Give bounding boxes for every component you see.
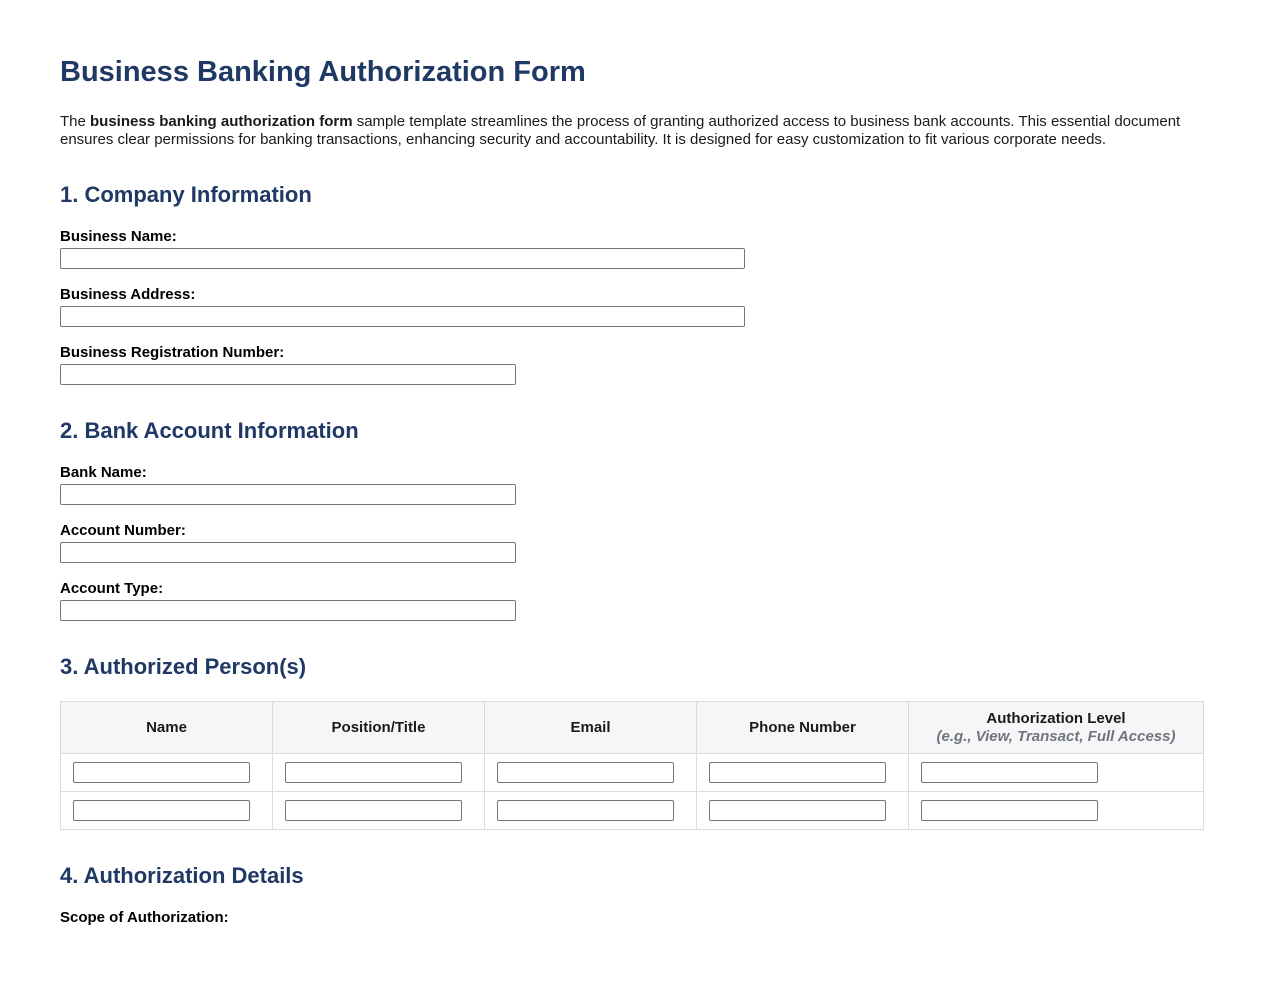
person-2-authorization-level-input[interactable] <box>921 800 1098 821</box>
authorization-level-header-hint: (e.g., View, Transact, Full Access) <box>936 727 1176 745</box>
field-account-number <box>60 523 1203 563</box>
person-1-email-input[interactable] <box>497 762 674 783</box>
business-name-input[interactable] <box>60 248 745 269</box>
account-type-label: Account Type: <box>60 580 164 597</box>
intro-bold-phrase: business banking authorization form <box>90 113 353 130</box>
field-account-type <box>60 581 1203 621</box>
field-bank-name <box>60 465 1203 505</box>
field-business-name <box>60 229 1203 269</box>
table-row <box>61 792 1204 830</box>
person-1-authorization-level-input[interactable] <box>921 762 1098 783</box>
field-business-registration-number <box>60 345 1203 385</box>
field-scope-of-authorization <box>60 910 1203 926</box>
account-type-input[interactable] <box>60 600 516 621</box>
section-heading-authorized-persons: 3. Authorized Person(s) <box>60 654 307 679</box>
business-name-label: Business Name: <box>60 228 177 245</box>
section-heading-company-information: 1. Company Information <box>60 182 312 207</box>
account-number-label: Account Number: <box>60 522 186 539</box>
intro-prefix: The <box>60 113 91 130</box>
authorization-level-header-label: Authorization Level <box>986 709 1126 727</box>
section-heading-authorization-details: 4. Authorization Details <box>60 863 304 888</box>
business-registration-number-input[interactable] <box>60 364 516 385</box>
bank-name-input[interactable] <box>60 484 516 505</box>
column-header-authorization-level <box>909 702 1204 754</box>
person-1-position-input[interactable] <box>285 762 462 783</box>
column-header-name: Name <box>61 702 273 754</box>
business-registration-number-label: Business Registration Number: <box>60 344 285 361</box>
account-number-input[interactable] <box>60 542 516 563</box>
intro-paragraph <box>60 113 1203 149</box>
person-2-name-input[interactable] <box>73 800 250 821</box>
field-business-address <box>60 287 1203 327</box>
scope-of-authorization-label: Scope of Authorization: <box>60 909 229 926</box>
person-2-phone-input[interactable] <box>709 800 886 821</box>
table-header-row <box>61 702 1204 754</box>
business-address-input[interactable] <box>60 306 745 327</box>
table-row <box>61 754 1204 792</box>
column-header-phone-number: Phone Number <box>697 702 909 754</box>
section-heading-bank-account-information: 2. Bank Account Information <box>60 418 359 443</box>
page-title: Business Banking Authorization Form <box>60 56 586 88</box>
person-2-email-input[interactable] <box>497 800 674 821</box>
intro-rest: sample template streamlines the process of granting authorized access to business bank accounts. This essential document ensures clear permissions for banking transactions, enhancing security and accountability. It is designed for easy customization to fit various corporate needs. <box>60 113 1181 148</box>
bank-name-label: Bank Name: <box>60 464 147 481</box>
person-2-position-input[interactable] <box>285 800 462 821</box>
column-header-email: Email <box>485 702 697 754</box>
authorized-persons-table <box>60 701 1204 830</box>
business-address-label: Business Address: <box>60 286 196 303</box>
person-1-phone-input[interactable] <box>709 762 886 783</box>
person-1-name-input[interactable] <box>73 762 250 783</box>
column-header-position-title: Position/Title <box>273 702 485 754</box>
